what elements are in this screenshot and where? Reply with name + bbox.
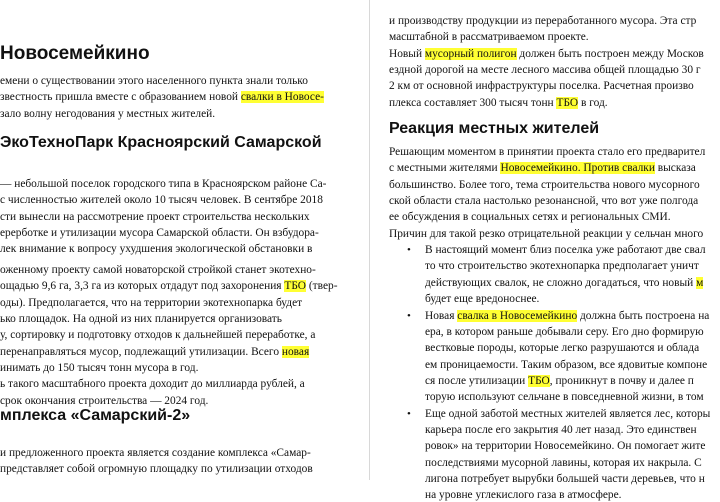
text-line bbox=[0, 227, 319, 240]
text-line bbox=[425, 457, 702, 470]
bullet-marker: • bbox=[407, 407, 411, 420]
text-run: ездной дорогой на месте лесного массива общей площадью 30 г bbox=[389, 64, 701, 77]
text-run: Еще одной заботой местных жителей является лес, которы bbox=[425, 407, 711, 420]
text-line bbox=[389, 211, 671, 224]
text-run: ера, в котором раньше добывали серу. Его дно формирую bbox=[425, 325, 704, 338]
text-line bbox=[389, 97, 608, 110]
text-run: ерерботке и утилизации мусора Самарской области. Он взбудора- bbox=[0, 227, 319, 240]
text-run: зало волну негодования у местных жителей. bbox=[0, 107, 216, 120]
text-line bbox=[0, 178, 326, 191]
text-line bbox=[389, 64, 701, 77]
text-run: перенаправляться мусор, подлежащий утилизации. Всего bbox=[0, 345, 282, 358]
text-run: ся после утилизации bbox=[425, 374, 529, 387]
highlighted-term: ТБО bbox=[556, 96, 579, 109]
right-page-column bbox=[389, 0, 720, 502]
text-line bbox=[0, 91, 324, 104]
text-line bbox=[425, 326, 704, 339]
text-run: (твер- bbox=[306, 280, 338, 293]
text-line bbox=[0, 211, 310, 224]
text-run: В настоящий момент близ поселка уже работают две свал bbox=[425, 244, 706, 257]
left-page-column bbox=[0, 0, 346, 480]
text-line bbox=[389, 80, 694, 93]
text-run: и предложенного проекта является создание комплекса «Самар- bbox=[0, 447, 311, 459]
text-line bbox=[0, 297, 302, 310]
text-run: должна быть построена на bbox=[577, 309, 710, 322]
text-line bbox=[0, 243, 312, 256]
text-line bbox=[389, 48, 704, 61]
text-line bbox=[425, 424, 697, 437]
highlighted-term: мусорный полигон bbox=[424, 47, 517, 60]
highlighted-term: новая bbox=[281, 345, 310, 358]
text-run: ощадью 9,6 га, 3,3 га из которых отдадут под захоронения bbox=[0, 280, 285, 293]
heading-ecotechnopark: ЭкоТехноПарк Красноярский Самарской bbox=[0, 134, 322, 151]
text-line bbox=[425, 489, 622, 502]
text-line bbox=[425, 244, 706, 257]
bullet-marker: • bbox=[407, 244, 411, 257]
highlighted-term: Новосемейкино. Против свалки bbox=[500, 162, 655, 175]
text-run: ее обсуждения в социальных сетях и региональных СМИ. bbox=[389, 211, 671, 224]
text-line bbox=[425, 310, 709, 323]
text-run: торую используют сельчане в повседневной жизни, в том bbox=[425, 391, 704, 404]
text-run: 2 км от основной инфраструктуры поселка. Расчетная произво bbox=[389, 80, 694, 93]
heading-novosemeikino: Новосемейкино bbox=[0, 43, 150, 64]
heading-samarsky-2: мплекса «Самарский-2» bbox=[0, 407, 191, 424]
text-run: Новая bbox=[425, 309, 458, 322]
text-line bbox=[0, 75, 308, 88]
text-line bbox=[0, 194, 323, 207]
text-run: и производству продукции из переработанного мусора. Эта стр bbox=[389, 15, 697, 27]
text-line bbox=[425, 375, 694, 388]
page-divider bbox=[369, 0, 370, 480]
text-run: ько площадок. На одной из них планируется организовать bbox=[0, 313, 282, 326]
text-line bbox=[389, 31, 589, 44]
text-line bbox=[425, 342, 699, 355]
text-run: высказа bbox=[654, 162, 696, 175]
text-run: будет еще вредоноснее. bbox=[425, 293, 540, 306]
text-run: на уровне углекислого газа в атмосфере. bbox=[425, 489, 622, 502]
text-line bbox=[0, 346, 309, 359]
text-run: звестность пришла вместе с образованием новой bbox=[0, 91, 241, 104]
text-run: с местными жителями bbox=[389, 162, 501, 175]
text-run: , проникнут в почву и далее п bbox=[549, 374, 694, 387]
text-line bbox=[425, 277, 703, 290]
text-line bbox=[389, 15, 696, 28]
highlighted-term: м bbox=[696, 276, 704, 289]
text-run: сти вынесли на рассмотрение проект строительства нескольких bbox=[0, 210, 310, 223]
text-run: действующих свалок, не сложно догадаться, что новый bbox=[425, 276, 697, 289]
text-run: вестковые породы, которые легко разрушаются и облада bbox=[425, 342, 700, 355]
text-run: большинство. Более того, тема строительства нового мусорного bbox=[389, 178, 700, 191]
text-line bbox=[0, 264, 316, 277]
text-run: ровок» на территории Новосемейкино. Он помогает жите bbox=[425, 440, 706, 453]
text-line bbox=[0, 447, 311, 460]
text-line bbox=[389, 146, 705, 159]
text-run: оженному проекту самой новаторской стройкой станет экотехно- bbox=[0, 264, 316, 276]
text-run: — небольшой поселок городского типа в Красноярском районе Са- bbox=[0, 178, 327, 190]
text-run: Новый bbox=[389, 47, 425, 60]
highlighted-term: ТБО bbox=[528, 374, 550, 387]
text-line bbox=[0, 280, 338, 293]
text-line bbox=[389, 179, 700, 192]
text-run: лек внимание к вопросу ухудшения экологической обстановки в bbox=[0, 243, 313, 256]
text-run: то что строительство экотехнопарка предполагает уничт bbox=[425, 260, 699, 273]
text-line bbox=[0, 463, 313, 476]
text-line bbox=[0, 395, 208, 408]
text-run: емени о существовании этого населенного пункта знали только bbox=[0, 75, 308, 87]
text-line bbox=[389, 195, 698, 208]
text-run: у, сортировку и подготовку отходов к дальнейшей переработке, а bbox=[0, 329, 316, 342]
text-line bbox=[389, 228, 703, 241]
text-line bbox=[425, 391, 704, 404]
text-run: срок окончания строительства — 2024 год. bbox=[0, 394, 209, 407]
bullet-marker: • bbox=[407, 309, 411, 322]
text-run: лигона потребует вырубки большей части деревьев, что н bbox=[425, 473, 705, 485]
text-run: представляет собой огромную площадку по утилизации отходов bbox=[0, 463, 313, 476]
highlighted-term: свалка в Новосемейкино bbox=[457, 309, 578, 322]
text-line bbox=[425, 408, 710, 421]
text-run: инимать до 150 тысяч тонн мусора в год. bbox=[0, 362, 199, 375]
text-run: плекса составляет 300 тысяч тонн bbox=[389, 96, 557, 109]
text-line bbox=[389, 162, 696, 175]
text-line bbox=[0, 362, 198, 375]
text-run: масштабной в рассматриваемом проекте. bbox=[389, 31, 589, 44]
text-run: с численностью жителей около 10 тысяч человек. В сентябре 2018 bbox=[0, 194, 323, 207]
text-line bbox=[0, 108, 215, 121]
text-line bbox=[0, 378, 305, 391]
text-line bbox=[425, 473, 705, 486]
highlighted-term: свалки в Новосе- bbox=[240, 91, 324, 104]
text-run: последствиями мусорной лавины, которая их накрыла. С bbox=[425, 456, 702, 469]
text-run: оды). Предполагается, что на территории экотехнопарка будет bbox=[0, 296, 303, 309]
text-run: Причин для такой резко отрицательной реакции у сельчан много bbox=[389, 227, 704, 240]
text-run: Решающим моментом в принятии проекта стало его предварител bbox=[389, 146, 706, 158]
text-run: в год. bbox=[578, 96, 608, 109]
text-run: ем проницаемости. Таким образом, все ядовитые компоне bbox=[425, 358, 708, 371]
text-run: карьера после его закрытия 40 лет назад. Это единствен bbox=[425, 423, 697, 436]
text-line bbox=[425, 359, 707, 372]
text-run: ь такого масштабного проекта доходит до миллиарда рублей, а bbox=[0, 378, 305, 391]
text-line bbox=[425, 260, 699, 273]
text-run: ской области стала настолько резонансной, что вот уже полгода bbox=[389, 195, 699, 208]
heading-reaction: Реакция местных жителей bbox=[389, 120, 600, 137]
text-line bbox=[0, 329, 315, 342]
text-line bbox=[425, 440, 705, 453]
text-line bbox=[0, 313, 282, 326]
text-run: должен быть построен между Москов bbox=[516, 47, 704, 60]
text-line bbox=[425, 293, 539, 306]
highlighted-term: ТБО bbox=[284, 280, 307, 293]
